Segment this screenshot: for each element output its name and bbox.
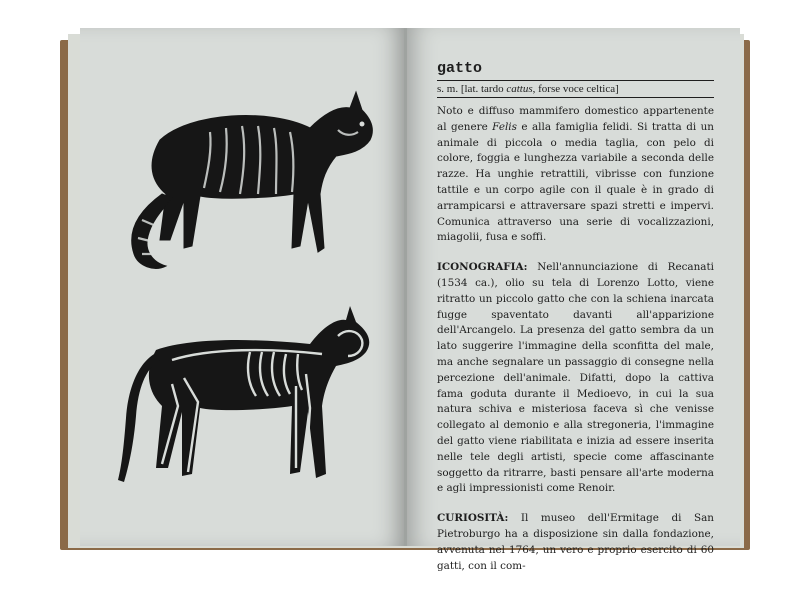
curiosity-text: Il museo dell'Ermitage di San Pietroburgo ha a disposizione sin dalla fondazione, avvenuta nel 1764, un vero e proprio esercito di 60 gatti, con il com- bbox=[437, 512, 714, 572]
entry-curiosity bbox=[437, 511, 714, 574]
iconography-label: ICONOGRAFIA: bbox=[437, 261, 528, 274]
etymology-suffix: , forse voce celtica] bbox=[532, 83, 619, 95]
entry-definition bbox=[437, 104, 714, 246]
cat-body bbox=[152, 92, 372, 252]
definition-part2: e alla famiglia felidi. Si tratta di un animale di piccola o media taglia, con pelo di colore, foggia e lunghezza variabile a seconda delle razze. Ha unghie retrattili, vibrisse con funzione tattile e un corpo agile con il quale è in grado di arrampicarsi e attraversare spazi stretti e impervi. Comunica attraverso una serie di vocalizzazioni, miagolii, fusa e soffi. bbox=[437, 120, 714, 244]
etymology-prefix: s. m. [lat. tardo bbox=[437, 83, 507, 95]
definition-genus: Felis bbox=[492, 120, 517, 133]
cat-skeleton-illustration bbox=[100, 288, 400, 502]
iconography-text: Nell'annunciazione di Recanati (1534 ca.), olio su tela di Lorenzo Lotto, viene ritratto un piccolo gatto che con la schiena inarcata fugge spaventato davanti all'apparizione dell'Arcangelo. La presenza del gatto sembra da un lato suggerire l'immagine della sconfitta del male, ma anche segnalare un passaggio di consegne nella percezione dell'animale. Difatti, dopo la cattiva fama goduta durante il Medioevo, in cui la sua natura schiva e misteriosa faceva sì che venisse collegato al demonio e alla stregoneria, l'immagine del gatto viene riabilitata e inizia ad essere inserita nelle tele degli artisti, specie come affascinante soggetto da ritrarre, basti pensare all'arte moderna e agli impressionisti come Renoir. bbox=[437, 261, 714, 495]
entry-headword: gatto bbox=[437, 60, 714, 81]
book-gutter bbox=[404, 28, 407, 546]
cat-illustration bbox=[100, 70, 400, 300]
entry-iconography bbox=[437, 260, 714, 497]
cat-eye bbox=[360, 122, 365, 127]
definition-part1: Noto e diffuso mammifero domestico appartenente al genere bbox=[437, 105, 714, 133]
entry-etymology bbox=[437, 83, 714, 98]
curiosity-label: CURIOSITÀ: bbox=[437, 512, 509, 525]
etymology-latin: cattus bbox=[506, 83, 533, 95]
skeleton-silhouette bbox=[149, 306, 369, 478]
dictionary-entry bbox=[437, 60, 714, 574]
